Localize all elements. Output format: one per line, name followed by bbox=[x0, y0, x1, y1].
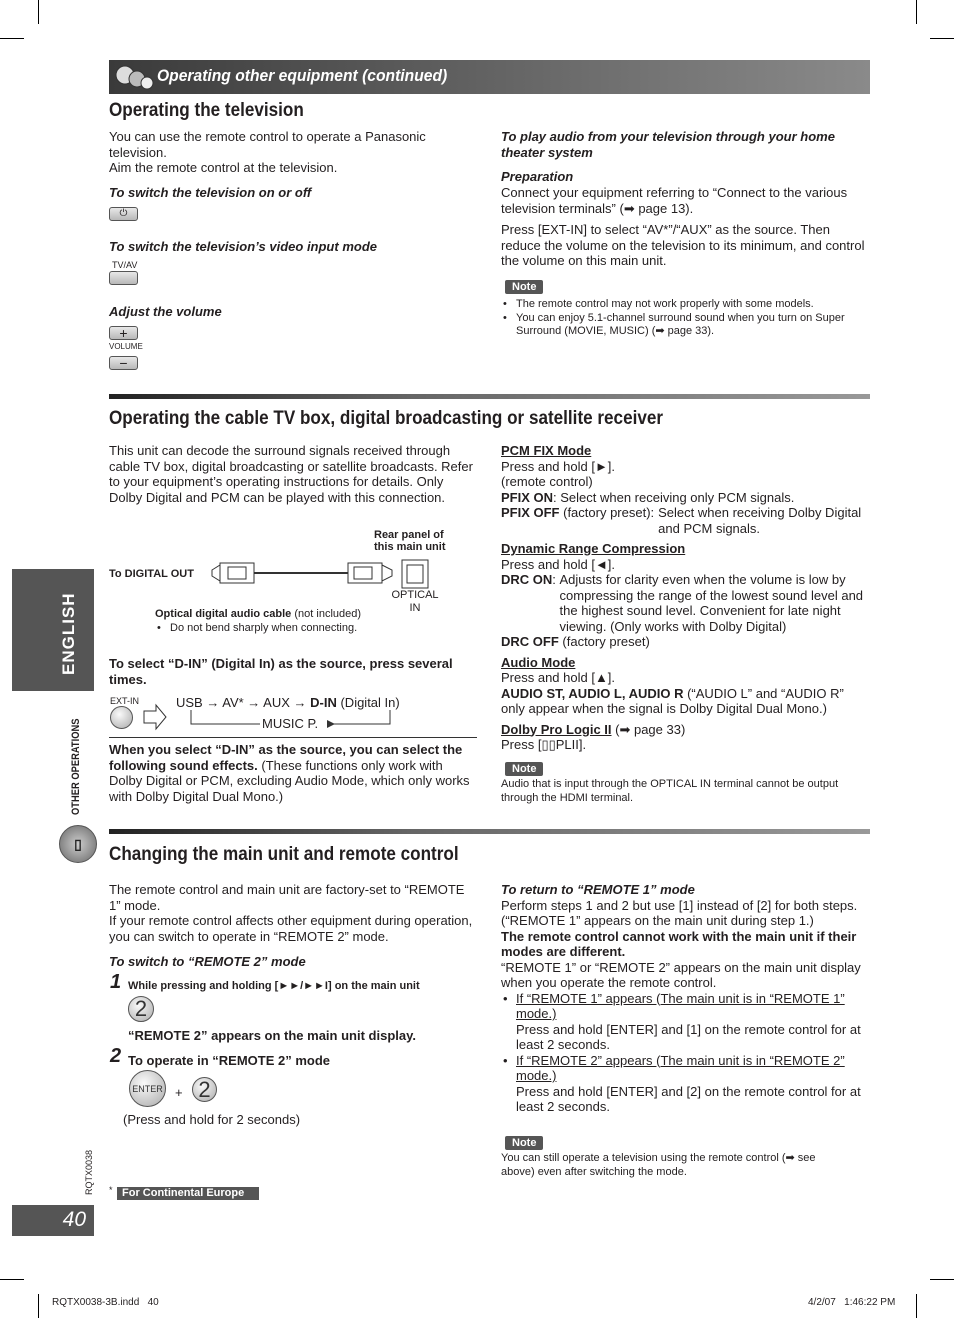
step-2-number: 2 bbox=[110, 1045, 122, 1067]
note-item: • The remote control may not work properly with some models. bbox=[501, 298, 866, 312]
digital-out-label: To DIGITAL OUT bbox=[109, 568, 194, 580]
bullet-title: • If “REMOTE 1” appears (The main unit is in “REMOTE 1” mode.) bbox=[516, 990, 845, 1021]
when-rest: (These functions only work with Dolby Digital or PCM, excluding Audio Mode, which only works with Dolby Digital Dual Mono.) bbox=[109, 757, 470, 804]
drc-press: Press and hold [◄]. bbox=[501, 556, 616, 572]
page-number-box bbox=[12, 1205, 94, 1236]
extin-button[interactable] bbox=[110, 706, 133, 729]
pcm-fix-title: PCM FIX Mode bbox=[501, 443, 592, 458]
pfix-off-row bbox=[501, 505, 871, 536]
step-1-text: While pressing and holding [►►/►►I] on the main unit bbox=[128, 980, 420, 992]
footnote bbox=[109, 1185, 113, 1195]
europe-label: For Continental Europe bbox=[117, 1187, 259, 1200]
bullet-title: • If “REMOTE 2” appears (The main unit is in “REMOTE 2” mode.) bbox=[516, 1052, 845, 1083]
button-2[interactable] bbox=[192, 1077, 217, 1102]
remote-section-title: Changing the main unit and remote control bbox=[109, 844, 459, 865]
enter-button[interactable] bbox=[129, 1070, 166, 1107]
audio-modes: AUDIO ST, AUDIO L, AUDIO R bbox=[501, 685, 684, 701]
header-bar bbox=[109, 60, 870, 94]
appears-text: “REMOTE 1” or “REMOTE 2” appears on the main unit display when you operate the remote control. bbox=[501, 959, 861, 990]
remote-intro-1: The remote control and main unit are factory-set to “REMOTE 1” mode. bbox=[109, 882, 465, 913]
doc-code: RQTX0038 bbox=[84, 1149, 94, 1195]
other-operations-label: OTHER OPERATIONS bbox=[70, 718, 82, 815]
cable-note-item: • Do not bend sharply when connecting. bbox=[155, 622, 475, 636]
preparation-text: Connect your equipment referring to “Connect to the various television terminals” (➡ page 13). bbox=[501, 185, 848, 216]
remote-intro bbox=[109, 882, 479, 944]
tv-section-title: Operating the television bbox=[109, 100, 304, 121]
remote-right bbox=[501, 882, 871, 1115]
press-extin-text: Press [EXT-IN] to select “AV*”/“AUX” as the source. Then reduce the volume on the television to its minimum, and control the volume on this main unit. bbox=[501, 222, 865, 268]
drc-off-row bbox=[501, 634, 871, 650]
other-operations-icon: ▯ bbox=[59, 825, 97, 863]
preparation-heading: Preparation bbox=[501, 169, 574, 184]
seq-din: D-IN bbox=[310, 695, 337, 710]
crop-mark bbox=[916, 0, 917, 24]
crop-mark bbox=[916, 1294, 917, 1318]
remote-intro-2: If your remote control affects other equipment during operation, you can switch to operate in “REMOTE 2” mode. bbox=[109, 913, 473, 944]
switch-heading: To switch to “REMOTE 2” mode bbox=[109, 954, 306, 969]
pfix-on: PFIX ON bbox=[501, 489, 554, 505]
power-button[interactable] bbox=[109, 207, 138, 221]
pfix-on-row bbox=[501, 490, 871, 506]
step-2-text: To operate in “REMOTE 2” mode bbox=[128, 1053, 331, 1068]
crop-mark bbox=[38, 0, 39, 24]
cable-note-text: Audio that is input through the OPTICAL IN terminal cannot be output through the HDMI terminal. bbox=[501, 778, 839, 804]
music-p-label: MUSIC P. bbox=[262, 716, 319, 731]
drc-title: Dynamic Range Compression bbox=[501, 541, 686, 556]
crop-mark bbox=[38, 1294, 39, 1318]
drc-off-text: (factory preset) bbox=[558, 634, 650, 649]
crop-mark bbox=[930, 38, 954, 39]
video-heading: To switch the television’s video input mode bbox=[109, 239, 377, 254]
cable-note bbox=[155, 622, 475, 636]
when-select-text bbox=[109, 742, 479, 804]
adjust-heading: Adjust the volume bbox=[109, 304, 222, 319]
step-1-number: 1 bbox=[110, 971, 122, 993]
note-item: • You can enjoy 5.1-channel surround sound when you turn on Super Surround (MOVIE, MUSIC) (➡ page 33). bbox=[501, 312, 866, 339]
bullet-text: Press and hold [ENTER] and [1] on the remote control for at least 2 seconds. bbox=[516, 1021, 861, 1052]
bullet-remote-1 bbox=[501, 991, 871, 1053]
optical-in-line1: OPTICAL bbox=[391, 589, 439, 601]
language-tab bbox=[12, 569, 94, 691]
cable-section-title: Operating the cable TV box, digital broadcasting or satellite receiver bbox=[109, 408, 664, 429]
two-label: 2 bbox=[198, 1076, 211, 1102]
pfix-off-text: Select when receiving Dolby Digital and PCM signals. bbox=[658, 505, 862, 536]
dolby-press: Press [▯▯PLII]. bbox=[501, 737, 587, 752]
extin-label: EXT-IN bbox=[110, 696, 140, 706]
return-text: Perform steps 1 and 2 but use [1] instead of [2] for both steps. (“REMOTE 1” appears on the main unit during step 1.) bbox=[501, 897, 858, 928]
tvav-button[interactable] bbox=[109, 271, 138, 285]
tv-intro-1: You can use the remote control to operate a Panasonic television. bbox=[109, 129, 426, 160]
cable-label bbox=[155, 608, 361, 620]
plus-sign: + bbox=[175, 1085, 183, 1100]
asterisk: * bbox=[109, 1185, 113, 1195]
when-bold: When you select “D-IN” as the source, you can select the following sound effects. bbox=[109, 742, 463, 773]
divider-thin bbox=[109, 737, 477, 738]
header-title: Operating other equipment (continued) bbox=[157, 66, 448, 85]
volume-up-button[interactable] bbox=[109, 326, 138, 340]
dolby-row bbox=[501, 722, 871, 738]
plus-icon: + bbox=[119, 325, 128, 341]
not-included: (not included) bbox=[291, 608, 362, 620]
volume-down-button[interactable] bbox=[109, 356, 138, 370]
drc-on: DRC ON bbox=[501, 572, 553, 587]
cable-right bbox=[501, 443, 871, 753]
pfix-off-preset: (factory preset): bbox=[559, 505, 655, 520]
remote-note-text: You can still operate a television using the remote control (➡ see above) even after switching the mode. bbox=[501, 1152, 816, 1178]
note-label: Note bbox=[505, 280, 543, 294]
remote-note-badge bbox=[505, 1133, 543, 1151]
press-hold-text: (Press and hold for 2 seconds) bbox=[123, 1112, 301, 1127]
tv-intro bbox=[109, 129, 479, 176]
pfix-on-text: : Select when receiving only PCM signals. bbox=[553, 489, 795, 505]
pcm-press: Press and hold [►]. bbox=[501, 458, 616, 474]
seq-part: (Digital In) bbox=[336, 695, 400, 710]
dolby-page: (➡ page 33) bbox=[611, 721, 686, 737]
optical-in-line2: IN bbox=[409, 602, 421, 614]
step-1-result: “REMOTE 2” appears on the main unit display. bbox=[128, 1028, 416, 1043]
tvav-label: TV/AV bbox=[112, 260, 138, 270]
bullet-remote-2 bbox=[501, 1053, 871, 1115]
seq-part: USB → AV* → AUX → bbox=[176, 695, 311, 710]
print-date: 4/2/07 1:46:22 PM bbox=[808, 1297, 896, 1308]
onoff-heading: To switch the television on or off bbox=[109, 185, 312, 200]
file-name: RQTX0038-3B.indd 40 bbox=[52, 1297, 159, 1308]
enter-label: ENTER bbox=[132, 1083, 163, 1094]
note-label: Note bbox=[505, 762, 543, 776]
audio-press: Press and hold [▲]. bbox=[501, 670, 616, 685]
two-label: 2 bbox=[134, 996, 148, 1021]
select-din-text: To select “D-IN” (Digital In) as the source, press several times. bbox=[109, 656, 453, 687]
tv-intro-2: Aim the remote control at the television. bbox=[109, 160, 338, 175]
rear-panel-label: Rear panel of this main unit bbox=[374, 529, 446, 553]
divider bbox=[109, 394, 870, 399]
crop-mark bbox=[0, 1279, 24, 1280]
tv-note-badge bbox=[505, 277, 543, 295]
english-label: ENGLISH bbox=[59, 592, 78, 675]
arrow-right-icon bbox=[142, 703, 168, 731]
cable-name: Optical digital audio cable bbox=[155, 608, 292, 620]
dolby-title: Dolby Pro Logic II bbox=[501, 721, 612, 737]
audio-mode-title: Audio Mode bbox=[501, 654, 576, 670]
drc-off: DRC OFF bbox=[501, 634, 559, 649]
remote-bullets bbox=[501, 991, 871, 1115]
crop-mark bbox=[930, 1279, 954, 1280]
source-sequence bbox=[176, 695, 400, 710]
play-audio-heading: To play audio from your television through your home theater system bbox=[501, 129, 835, 160]
bullet-text: Press and hold [ENTER] and [2] on the remote control for at least 2 seconds. bbox=[516, 1083, 861, 1114]
drc-on-row: DRC ON : Adjusts for clarity even when the volume is low by compressing the range of the lowest sound level and the highest sound level. Convenient for late night viewing. (Only works with Dolby Digital) bbox=[501, 572, 871, 634]
audio-modes-text: (“AUDIO L” and “AUDIO R” only appear when the signal is Dolby Digital Dual Mono.) bbox=[501, 685, 844, 716]
return-heading: To return to “REMOTE 1” mode bbox=[501, 882, 695, 897]
pcm-remote: (remote control) bbox=[501, 474, 593, 489]
divider bbox=[109, 829, 870, 834]
volume-label: VOLUME bbox=[109, 342, 143, 351]
note-label: Note bbox=[505, 1136, 543, 1150]
equipment-icon bbox=[113, 63, 155, 91]
button-2[interactable] bbox=[128, 996, 154, 1022]
optical-in-label bbox=[385, 589, 445, 615]
tv-notes bbox=[501, 298, 866, 339]
cannot-text: The remote control cannot work with the main unit if their modes are different. bbox=[501, 928, 857, 959]
audio-modes-row bbox=[501, 686, 871, 717]
power-icon: ⏻ bbox=[119, 208, 128, 219]
cable-note-badge bbox=[505, 759, 543, 777]
crop-mark bbox=[0, 38, 24, 39]
drc-on-text: Adjusts for clarity even when the volume is low by compressing the range of the lowest sound level and the highest sound level. Convenient for late night viewing. (Only works with Dolby Digital) bbox=[559, 572, 864, 634]
minus-icon: − bbox=[119, 355, 128, 371]
pfix-off: PFIX OFF bbox=[501, 505, 560, 520]
cable-intro: This unit can decode the surround signals received through cable TV box, digital broadcasting or satellite broadcasts. Refer to your equipment’s operating instructions for details. Only Dolby Digital and PCM can be played with this connection. bbox=[109, 443, 473, 505]
page-number: 40 bbox=[62, 1208, 86, 1231]
